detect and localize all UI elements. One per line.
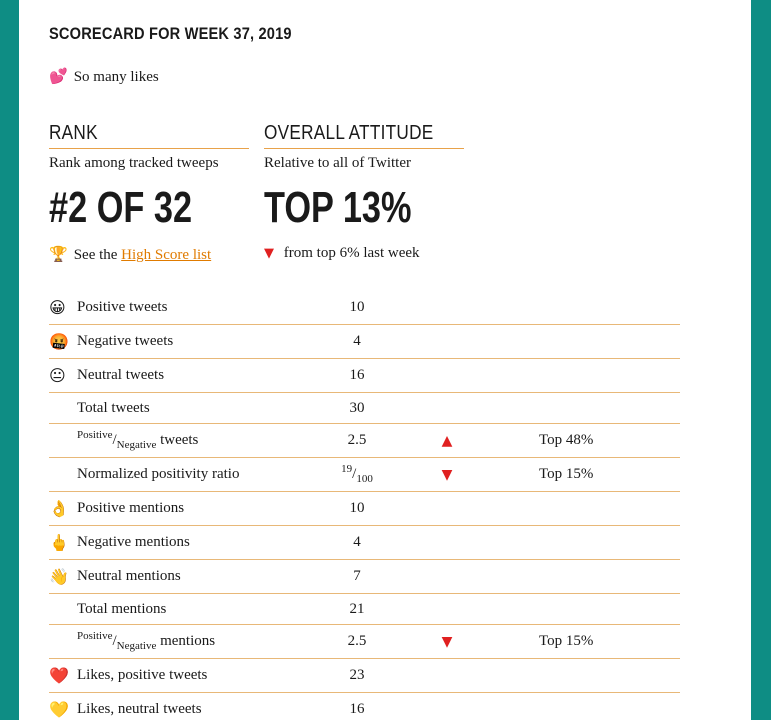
icon-cell bbox=[49, 594, 77, 625]
stat-value: 23 bbox=[297, 659, 417, 693]
table-row bbox=[49, 492, 680, 526]
stat-value: 16 bbox=[297, 359, 417, 393]
down-triangle-icon: ▼ bbox=[417, 625, 477, 659]
stat-label: Likes, positive tweets bbox=[77, 659, 297, 693]
stat-value: 30 bbox=[297, 393, 417, 424]
stat-rank bbox=[477, 393, 680, 424]
grinning-face-icon: 😀 bbox=[49, 291, 77, 325]
down-triangle-icon: ▼ bbox=[264, 246, 274, 261]
rank-heading: RANK bbox=[49, 122, 249, 149]
table-row bbox=[49, 560, 680, 594]
icon-cell bbox=[49, 625, 77, 659]
ok-hand-icon: 👌 bbox=[49, 492, 77, 526]
angry-face-icon: 🤬 bbox=[49, 325, 77, 359]
icon-cell bbox=[49, 458, 77, 492]
trend-text: from top 6% last week bbox=[283, 245, 420, 261]
stat-rank: Top 15% bbox=[477, 625, 680, 659]
arrow-cell bbox=[417, 693, 477, 720]
stat-rank bbox=[477, 659, 680, 693]
stat-label: Negative mentions bbox=[77, 526, 297, 560]
page-title: SCORECARD FOR WEEK 37, 2019 bbox=[49, 24, 292, 43]
high-score-link[interactable]: High Score list bbox=[121, 247, 212, 263]
stat-value: 7 bbox=[297, 560, 417, 594]
stat-value: 2.5 bbox=[297, 424, 417, 458]
attitude-section bbox=[264, 122, 464, 262]
stat-value: 10 bbox=[297, 492, 417, 526]
tagline bbox=[49, 67, 159, 86]
stat-rank bbox=[477, 325, 680, 359]
red-heart-icon: ❤️ bbox=[49, 659, 77, 693]
stat-rank bbox=[477, 359, 680, 393]
see-text: See the bbox=[73, 247, 122, 263]
stat-value: 21 bbox=[297, 594, 417, 625]
icon-cell bbox=[49, 393, 77, 424]
stat-value: $^{19}/_{100}$ bbox=[297, 458, 417, 492]
yellow-heart-icon: 💛 bbox=[49, 693, 77, 720]
trophy-icon: 🏆 bbox=[49, 245, 68, 263]
two-hearts-icon: 💕 bbox=[49, 67, 68, 85]
neutral-face-icon: 😐 bbox=[49, 359, 77, 393]
table-row bbox=[49, 594, 680, 625]
arrow-cell bbox=[417, 594, 477, 625]
stat-label: $^{Positive}/_{Negative}$ mentions bbox=[77, 625, 297, 659]
stat-rank bbox=[477, 693, 680, 720]
stat-label: Total mentions bbox=[77, 594, 297, 625]
stat-rank bbox=[477, 291, 680, 325]
table-row bbox=[49, 659, 680, 693]
rank-footer bbox=[49, 245, 249, 264]
table-row bbox=[49, 291, 680, 325]
stat-rank bbox=[477, 560, 680, 594]
stat-value: 4 bbox=[297, 325, 417, 359]
arrow-cell bbox=[417, 560, 477, 594]
stat-label: Neutral tweets bbox=[77, 359, 297, 393]
stat-value: 16 bbox=[297, 693, 417, 720]
stat-label: Neutral mentions bbox=[77, 560, 297, 594]
stat-rank bbox=[477, 594, 680, 625]
stat-label: Negative tweets bbox=[77, 325, 297, 359]
down-triangle-icon: ▼ bbox=[417, 458, 477, 492]
table-row bbox=[49, 526, 680, 560]
stat-label: $^{Positive}/_{Negative}$ tweets bbox=[77, 424, 297, 458]
arrow-cell bbox=[417, 659, 477, 693]
waving-hand-icon: 👋 bbox=[49, 560, 77, 594]
table-row bbox=[49, 625, 680, 659]
attitude-footer bbox=[264, 245, 464, 262]
arrow-cell bbox=[417, 393, 477, 424]
arrow-cell bbox=[417, 492, 477, 526]
rank-subheading: Rank among tracked tweeps bbox=[49, 155, 219, 171]
arrow-cell bbox=[417, 526, 477, 560]
stat-value: 2.5 bbox=[297, 625, 417, 659]
stat-label: Normalized positivity ratio bbox=[77, 458, 297, 492]
table-row bbox=[49, 458, 680, 492]
stat-label: Total tweets bbox=[77, 393, 297, 424]
stat-rank bbox=[477, 526, 680, 560]
table-row bbox=[49, 325, 680, 359]
attitude-subheading: Relative to all of Twitter bbox=[264, 155, 411, 171]
up-triangle-icon: ▲ bbox=[417, 424, 477, 458]
arrow-cell bbox=[417, 291, 477, 325]
stat-label: Positive mentions bbox=[77, 492, 297, 526]
stat-label: Positive tweets bbox=[77, 291, 297, 325]
table-row bbox=[49, 693, 680, 720]
stat-label: Likes, neutral tweets bbox=[77, 693, 297, 720]
stat-value: 4 bbox=[297, 526, 417, 560]
attitude-heading: OVERALL ATTITUDE bbox=[264, 122, 464, 149]
attitude-value: TOP 13% bbox=[264, 183, 412, 232]
rank-value: #2 OF 32 bbox=[49, 183, 193, 232]
tagline-text: So many likes bbox=[73, 69, 159, 85]
middle-finger-icon: 🖕 bbox=[49, 526, 77, 560]
stat-value: 10 bbox=[297, 291, 417, 325]
icon-cell bbox=[49, 424, 77, 458]
stat-rank: Top 48% bbox=[477, 424, 680, 458]
stat-rank bbox=[477, 492, 680, 526]
scorecard-card bbox=[19, 0, 751, 720]
arrow-cell bbox=[417, 359, 477, 393]
table-row bbox=[49, 393, 680, 424]
table-row bbox=[49, 424, 680, 458]
table-row bbox=[49, 359, 680, 393]
rank-section bbox=[49, 122, 249, 264]
arrow-cell bbox=[417, 325, 477, 359]
stat-rank: Top 15% bbox=[477, 458, 680, 492]
stats-table bbox=[49, 291, 680, 720]
